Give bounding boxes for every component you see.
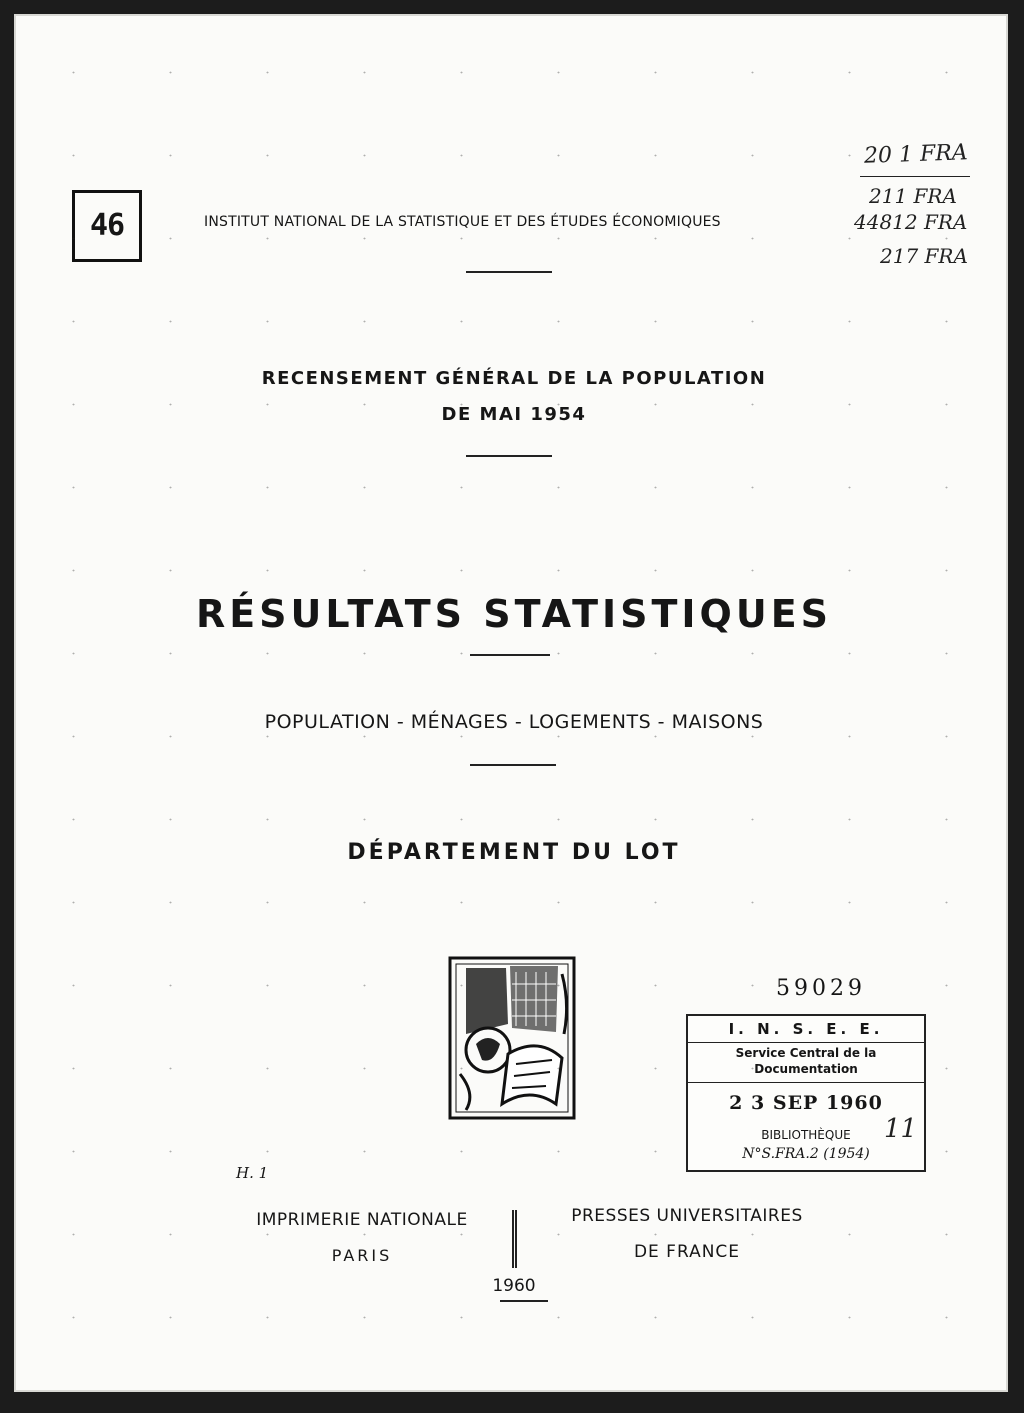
- publisher-left-city: PARIS: [331, 1246, 393, 1265]
- printer-emblem-icon: [446, 954, 578, 1122]
- stamp-library: BIBLIOTHÈQUE: [761, 1128, 851, 1142]
- stamp-divider: [688, 1082, 924, 1083]
- handwritten-ref: 217 FRA: [880, 244, 968, 268]
- publisher-left-name: IMPRIMERIE NATIONALE: [256, 1210, 468, 1230]
- stamp-date: 2 3 SEP 1960: [729, 1092, 883, 1114]
- handwritten-note: H. 1: [236, 1164, 269, 1182]
- rule-divider: [470, 764, 556, 766]
- stamp-service-line1: Service Central de la: [735, 1046, 877, 1060]
- publisher-right-line2: DE FRANCE: [633, 1242, 741, 1262]
- rule-divider: [466, 271, 552, 273]
- stamp-handwritten-mark: 11: [884, 1114, 918, 1144]
- handwritten-ref: 211 FRA: [869, 184, 957, 208]
- handwritten-ref: 44812 FRA: [854, 210, 968, 234]
- rule-divider: [470, 654, 550, 656]
- library-stamp: [686, 1014, 926, 1172]
- publication-year: 1960: [492, 1276, 536, 1296]
- publisher-divider: [512, 1210, 517, 1268]
- census-title-line1: RECENSEMENT GÉNÉRAL DE LA POPULATION: [261, 368, 767, 389]
- stamp-org: I. N. S. E. E.: [728, 1020, 884, 1038]
- main-title: RÉSULTATS STATISTIQUES: [195, 592, 833, 636]
- stamp-divider: [688, 1042, 924, 1043]
- subtitle: POPULATION - MÉNAGES - LOGEMENTS - MAISONS: [264, 711, 764, 733]
- handwritten-underline: [860, 176, 970, 177]
- stamp-catalog: N°S.FRA.2 (1954): [742, 1146, 870, 1162]
- document-page: [14, 14, 1008, 1392]
- publisher-right-name: PRESSES UNIVERSITAIRES: [571, 1206, 803, 1226]
- rule-divider: [466, 455, 552, 457]
- document-number-box: 46: [72, 190, 142, 262]
- institute-name: INSTITUT NATIONAL DE LA STATISTIQUE ET DES ÉTUDES ÉCONOMIQUES: [204, 214, 721, 230]
- census-title-line2: DE MAI 1954: [441, 404, 587, 425]
- stamp-number: 59029: [776, 976, 866, 1001]
- department-title: DÉPARTEMENT DU LOT: [347, 840, 681, 865]
- stamp-service-line2: Documentation: [754, 1062, 858, 1076]
- year-underline: [500, 1300, 548, 1302]
- handwritten-ref: 20 1 FRA: [863, 140, 969, 169]
